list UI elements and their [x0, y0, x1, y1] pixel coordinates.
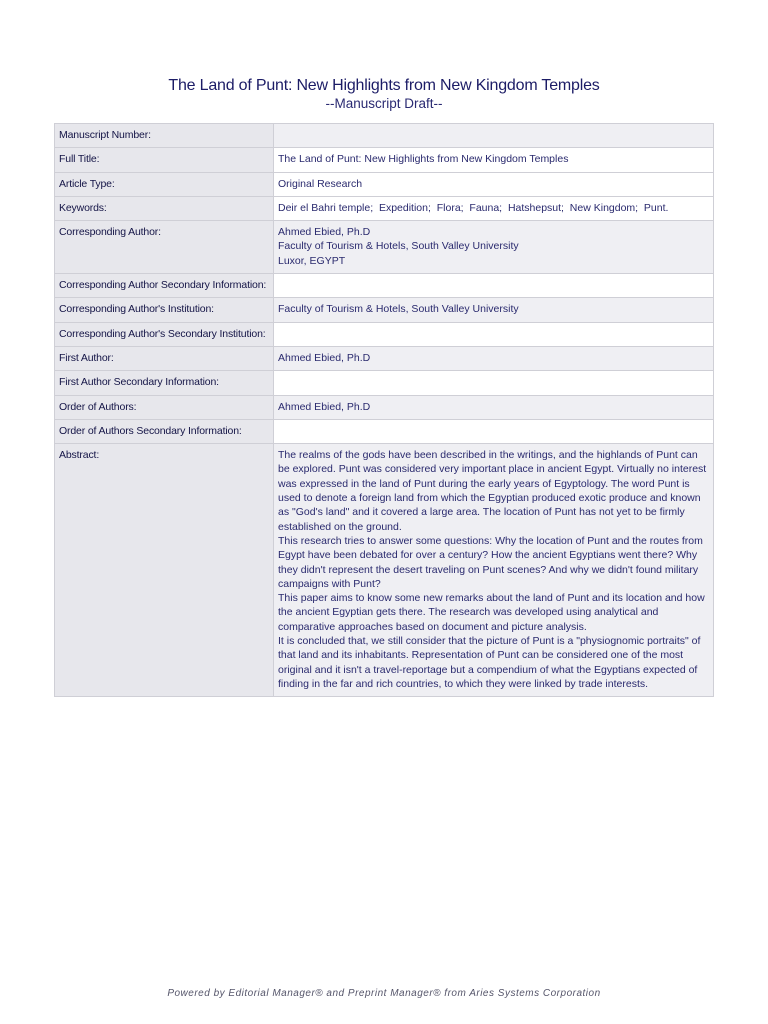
row-value — [274, 371, 714, 395]
table-row-full-title — [55, 148, 714, 172]
row-value: The Land of Punt: New Highlights from New Kingdom Temples — [274, 148, 714, 172]
abstract-paragraph: It is concluded that, we still consider that the picture of Punt is a "physiognomic portraits" of that land and its inhabitants. Representation of Punt can be considered one of the most original and it isn't a travel-reportage but a compendium of what the Egyptians expected of finding in the far and rich countries, to which they were linked by trade interests. — [278, 635, 701, 690]
abstract-paragraph: This paper aims to know some new remarks about the land of Punt and its location and how the ancient Egyptian gets there. The research was developed using analytical and comparative approaches based on document and picture analysis. — [278, 592, 705, 633]
manuscript-metadata-table — [54, 123, 714, 697]
row-label: Order of Authors Secondary Information: — [55, 419, 274, 443]
table-row-corresponding-author — [55, 221, 714, 274]
table-row-abstract — [55, 444, 714, 697]
row-value — [274, 419, 714, 443]
table-row-manuscript-number — [55, 124, 714, 148]
row-label: Corresponding Author's Institution: — [55, 298, 274, 322]
powered-by-footer: Powered by Editorial Manager® and Preprint Manager® from Aries Systems Corporation — [167, 988, 601, 999]
row-value: Original Research — [274, 172, 714, 196]
author-affiliation: Faculty of Tourism & Hotels, South Valley University — [278, 240, 519, 253]
document-subtitle: --Manuscript Draft-- — [325, 96, 443, 111]
row-value — [274, 322, 714, 346]
row-value: Ahmed Ebied, Ph.D — [274, 395, 714, 419]
author-name: Ahmed Ebied, Ph.D — [278, 226, 371, 239]
abstract-paragraph: The realms of the gods have been described in the writings, and the highlands of Punt can be explored. Punt was considered very important place in ancient Egypt. Virtually no interest was expressed in the land of Punt during the early years of Egyptology. The word Punt is used to denote a foreign land from which the Egyptian produced exotic produce and known as "God's land" and it covered a large area. The location of Punt has not yet to be firmly established on the ground. — [278, 449, 707, 533]
table-row-order-of-authors — [55, 395, 714, 419]
row-label: Corresponding Author Secondary Information: — [55, 274, 274, 298]
table-row-corresponding-institution — [55, 298, 714, 322]
author-location: Luxor, EGYPT — [278, 254, 346, 267]
abstract-text — [274, 444, 714, 697]
row-value — [274, 221, 714, 274]
table-row-keywords — [55, 196, 714, 220]
row-label: First Author Secondary Information: — [55, 371, 274, 395]
row-value: Ahmed Ebied, Ph.D — [274, 346, 714, 370]
row-label: Corresponding Author: — [55, 221, 274, 274]
row-label: Keywords: — [55, 196, 274, 220]
table-row-first-author — [55, 346, 714, 370]
table-row-order-of-authors-secondary — [55, 419, 714, 443]
row-label: Corresponding Author's Secondary Institution: — [55, 322, 274, 346]
document-title: The Land of Punt: New Highlights from New Kingdom Temples — [168, 77, 600, 94]
table-row-article-type — [55, 172, 714, 196]
row-value: Faculty of Tourism & Hotels, South Valley University — [274, 298, 714, 322]
row-label: First Author: — [55, 346, 274, 370]
table-row-corresponding-secondary-institution — [55, 322, 714, 346]
document-header — [0, 76, 768, 111]
abstract-paragraph: This research tries to answer some questions: Why the location of Punt and the routes from Egypt have been debated for over a century? How the ancient Egyptians went there? Why they didn't represent the desert traveling on Punt scenes? And why we didn't found military campaigns with Punt? — [278, 534, 703, 590]
row-label: Article Type: — [55, 172, 274, 196]
row-label: Order of Authors: — [55, 395, 274, 419]
row-label: Manuscript Number: — [55, 124, 274, 148]
row-value — [274, 124, 714, 148]
row-value — [274, 274, 714, 298]
row-label: Full Title: — [55, 148, 274, 172]
row-label: Abstract: — [55, 444, 274, 697]
table-row-corresponding-author-secondary — [55, 274, 714, 298]
table-row-first-author-secondary — [55, 371, 714, 395]
row-value: Deir el Bahri temple; Expedition; Flora; Fauna; Hatshepsut; New Kingdom; Punt. — [274, 196, 714, 220]
